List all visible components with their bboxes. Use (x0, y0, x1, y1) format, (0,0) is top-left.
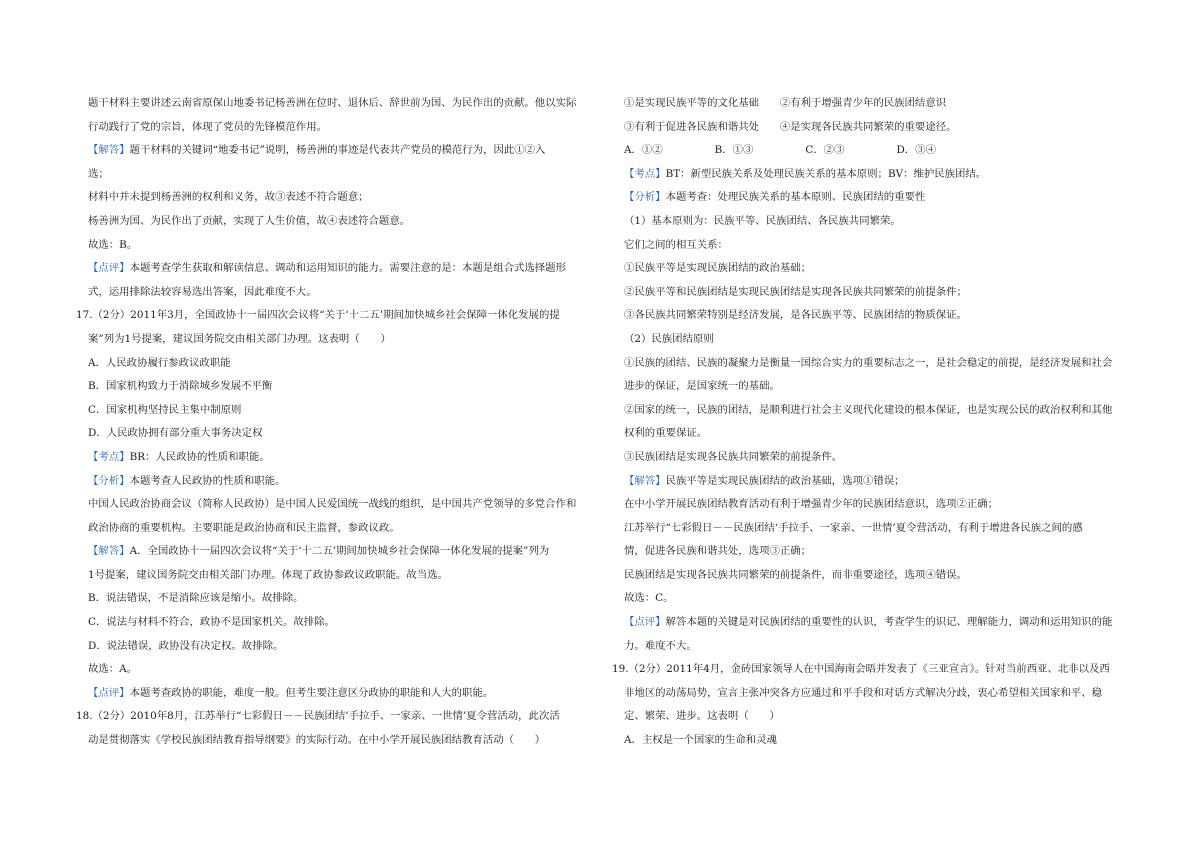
line-text: A．全国政协十一届四次会议将“关于‘十二五’期间加快城乡社会保障一体化发展的提案”列为 (129, 545, 550, 558)
text-line (612, 116, 1132, 140)
text-line (612, 446, 1132, 470)
line-text: 本题考查学生获取和解读信息、调动和运用知识的能力。需要注意的是：本题是组合式选择题形 (129, 262, 566, 275)
line-text: A．人民政协履行参政议政职能 (88, 356, 231, 369)
line-text: ①民族的团结、民族的凝聚力是衡量一国综合实力的重要标志之一，是社会稳定的前提，是经济发展和社会 (624, 356, 1113, 369)
line-text: 题干材料的关键词“地委书记”说明，杨善洲的事迹是代表共产党员的模范行为，因此①②入 (129, 144, 546, 157)
text-line (612, 540, 1132, 564)
text-line (76, 92, 591, 116)
section-tag: 【解答】 (88, 545, 130, 558)
line-text: 本题考查政协的职能，难度一般。但考生要注意区分政协的职能和人大的职能。 (129, 686, 494, 699)
text-line (76, 635, 591, 659)
text-line (612, 705, 1132, 729)
text-line (76, 234, 591, 258)
left-column (76, 92, 591, 753)
text-line (76, 186, 591, 210)
section-tag: 【解答】 (88, 144, 130, 157)
line-text: 权利的重要保证。 (624, 427, 708, 440)
line-text: 定、繁荣、进步。这表明（ ） (624, 710, 780, 723)
line-text: 动是贯彻落实《学校民族团结教育指导纲要》的实际行动。在中小学开展民族团结教育活动（ ） (88, 734, 546, 747)
line-text: 中国人民政治协商会议（简称人民政协）是中国人民爱国统一战线的组织，是中国共产党领导的多党合作和 (88, 498, 577, 511)
line-text: 故选：A。 (88, 663, 138, 676)
line-text: ③民族团结是实现各民族共同繁荣的前提条件。 (624, 450, 843, 463)
line-text: 进步的保证，是国家统一的基础。 (624, 380, 780, 393)
text-line (76, 540, 591, 564)
text-line (76, 375, 591, 399)
line-text: ①是实现民族平等的文化基础 ②有利于增强青少年的民族团结意识 (624, 97, 947, 109)
line-text: ②民族平等和民族团结是实现民族团结是实现各民族共同繁荣的前提条件； (624, 285, 967, 298)
line-text: C．国家机构坚持民主集中制原则 (88, 403, 242, 416)
text-line (76, 281, 591, 305)
text-line (612, 682, 1132, 706)
text-line (612, 611, 1132, 635)
section-tag: 【分析】 (88, 474, 130, 487)
line-text: 19.（2分）2011年4月，金砖国家领导人在中国海南会晤并发表了《三亚宣言》。针对当前西亚、北非以及西 (612, 663, 1110, 676)
text-line (76, 729, 591, 753)
text-line (612, 587, 1132, 611)
line-text: 政治协商的重要机构。主要职能是政治协商和民主监督，参政议政。 (88, 521, 400, 534)
text-line (612, 399, 1132, 423)
line-text: 非地区的动荡局势，宣言主张冲突各方应通过和平手段和对话方式解决分歧，衷心希望相关国家和平、稳 (624, 686, 1102, 699)
section-tag: 【考点】 (624, 167, 666, 180)
section-tag: 【点评】 (88, 686, 130, 699)
text-line (612, 257, 1132, 281)
line-text: 行动践行了党的宗旨，体现了党员的先锋模范作用。 (88, 120, 327, 133)
text-line (76, 587, 591, 611)
text-line (76, 611, 591, 635)
text-line (76, 705, 591, 729)
line-text: 17.（2分）2011年3月，全国政协十一届四次会议将“关于‘十二五’期间加快城乡社会保障一体化发展的提 (76, 309, 560, 322)
line-text: ①民族平等是实现民族团结的政治基础； (624, 262, 812, 275)
text-line (612, 328, 1132, 352)
section-tag: 【解答】 (624, 474, 666, 487)
line-text: 力。难度不大。 (624, 639, 697, 652)
text-line (612, 564, 1132, 588)
section-tag: 【点评】 (624, 616, 666, 629)
text-line (76, 328, 591, 352)
line-text: 18.（2分）2010年8月，江苏举行“七彩假日－－民族团结‘手拉手、一家亲、一世情’夏令营活动，此次活 (76, 710, 560, 723)
line-text: （2）民族团结原则 (624, 332, 714, 345)
text-line (612, 139, 1132, 163)
line-text: 案”列为1号提案，建议国务院交由相关部门办理。这表明（ ） (88, 332, 391, 345)
section-tag: 【考点】 (88, 450, 130, 463)
text-line (76, 422, 591, 446)
line-text: ②国家的统一，民族的团结，是顺利进行社会主义现代化建设的根本保证，也是实现公民的政治权利和其他 (624, 403, 1113, 416)
section-tag: 【分析】 (624, 191, 666, 204)
line-text: 杨善洲为国、为民作出了贡献，实现了人生价值，故④表述符合题意。 (88, 214, 411, 227)
line-text: 材料中并未提到杨善洲的权利和义务，故③表述不符合题意； (88, 191, 369, 204)
line-text: 民族平等是实现民族团结的政治基础，选项①错误； (665, 474, 905, 487)
line-text: ③各民族共同繁荣特别是经济发展，是各民族平等、民族团结的物质保证。 (624, 309, 967, 322)
text-line (612, 281, 1132, 305)
line-text: D．说法错误，政协没有决定权。故排除。 (88, 639, 284, 652)
line-text: 在中小学开展民族团结教育活动有利于增强青少年的民族团结意识，选项②正确； (624, 498, 999, 511)
text-line (76, 399, 591, 423)
text-line (76, 446, 591, 470)
text-line (76, 658, 591, 682)
right-column (612, 92, 1132, 753)
line-text: （1）基本原则为：民族平等、民族团结、各民族共同繁荣。 (624, 214, 901, 227)
line-text: ③有利于促进各民族和谐共处 ④是实现各民族共同繁荣的重要途径。 (624, 120, 957, 133)
text-line (612, 92, 1132, 116)
line-text: 题干材料主要讲述云南省原保山地委书记杨善洲在位时、退休后、辞世前为国、为民作出的贡献。他以实际 (88, 97, 577, 109)
line-text: 民族团结是实现各民族共同繁荣的前提条件，而非重要途径，选项④错误。 (624, 568, 967, 581)
text-line (76, 352, 591, 376)
text-line (612, 375, 1132, 399)
text-line (612, 729, 1132, 753)
text-line (612, 163, 1132, 187)
line-text: 1号提案，建议国务院交由相关部门办理。体现了政协参政议政职能。故当选。 (88, 568, 448, 581)
line-text: 本题考查：处理民族关系的基本原则、民族团结的重要性 (665, 191, 926, 204)
line-text: 式，运用排除法较容易选出答案，因此难度不大。 (88, 285, 317, 298)
text-line (76, 139, 591, 163)
line-text: BR：人民政协的性质和职能。 (129, 450, 270, 463)
line-text: 本题考查人民政协的性质和职能。 (129, 474, 286, 487)
text-line (76, 682, 591, 706)
text-line (612, 422, 1132, 446)
line-text: A．①② B．①③ C．②③ D．③④ (624, 144, 936, 157)
line-text: 情，促进各民族和谐共处，选项③正确； (624, 545, 812, 558)
line-text: 它们之间的相互关系： (624, 238, 728, 251)
line-text: BT：新型民族关系及处理民族关系的基本原则；BV：维护民族团结。 (665, 167, 987, 180)
text-line (76, 493, 591, 517)
line-text: 江苏举行“七彩假日－－民族团结‘手拉手、一家亲、一世情’夏令营活动，有利于增进各民族之间的感 (624, 521, 1083, 534)
text-line (76, 257, 591, 281)
text-line (612, 234, 1132, 258)
text-line (612, 493, 1132, 517)
line-text: B．说法错误，不是消除应该是缩小。故排除。 (88, 592, 304, 605)
line-text: 故选：C。 (624, 592, 674, 605)
text-line (612, 210, 1132, 234)
line-text: C．说法与材料不符合，政协不是国家机关。故排除。 (88, 616, 335, 629)
text-line (76, 304, 591, 328)
text-line (76, 163, 591, 187)
text-line (612, 635, 1132, 659)
text-line (612, 517, 1132, 541)
line-text: 解答本题的关键是对民族团结的重要性的认识，考查学生的识记、理解能力，调动和运用知识的能 (665, 616, 1113, 629)
section-tag: 【点评】 (88, 262, 130, 275)
text-line (612, 658, 1132, 682)
text-line (612, 470, 1132, 494)
text-line (76, 517, 591, 541)
text-line (612, 186, 1132, 210)
line-text: A．主权是一个国家的生命和灵魂 (624, 734, 777, 747)
text-line (612, 304, 1132, 328)
line-text: D．人民政协拥有部分重大事务决定权 (88, 427, 263, 440)
text-line (76, 470, 591, 494)
text-line (76, 564, 591, 588)
text-line (76, 116, 591, 140)
text-line (612, 352, 1132, 376)
line-text: 故选：B。 (88, 238, 138, 251)
line-text: B．国家机构致力于消除城乡发展不平衡 (88, 380, 273, 393)
line-text: 选； (88, 167, 109, 180)
text-line (76, 210, 591, 234)
